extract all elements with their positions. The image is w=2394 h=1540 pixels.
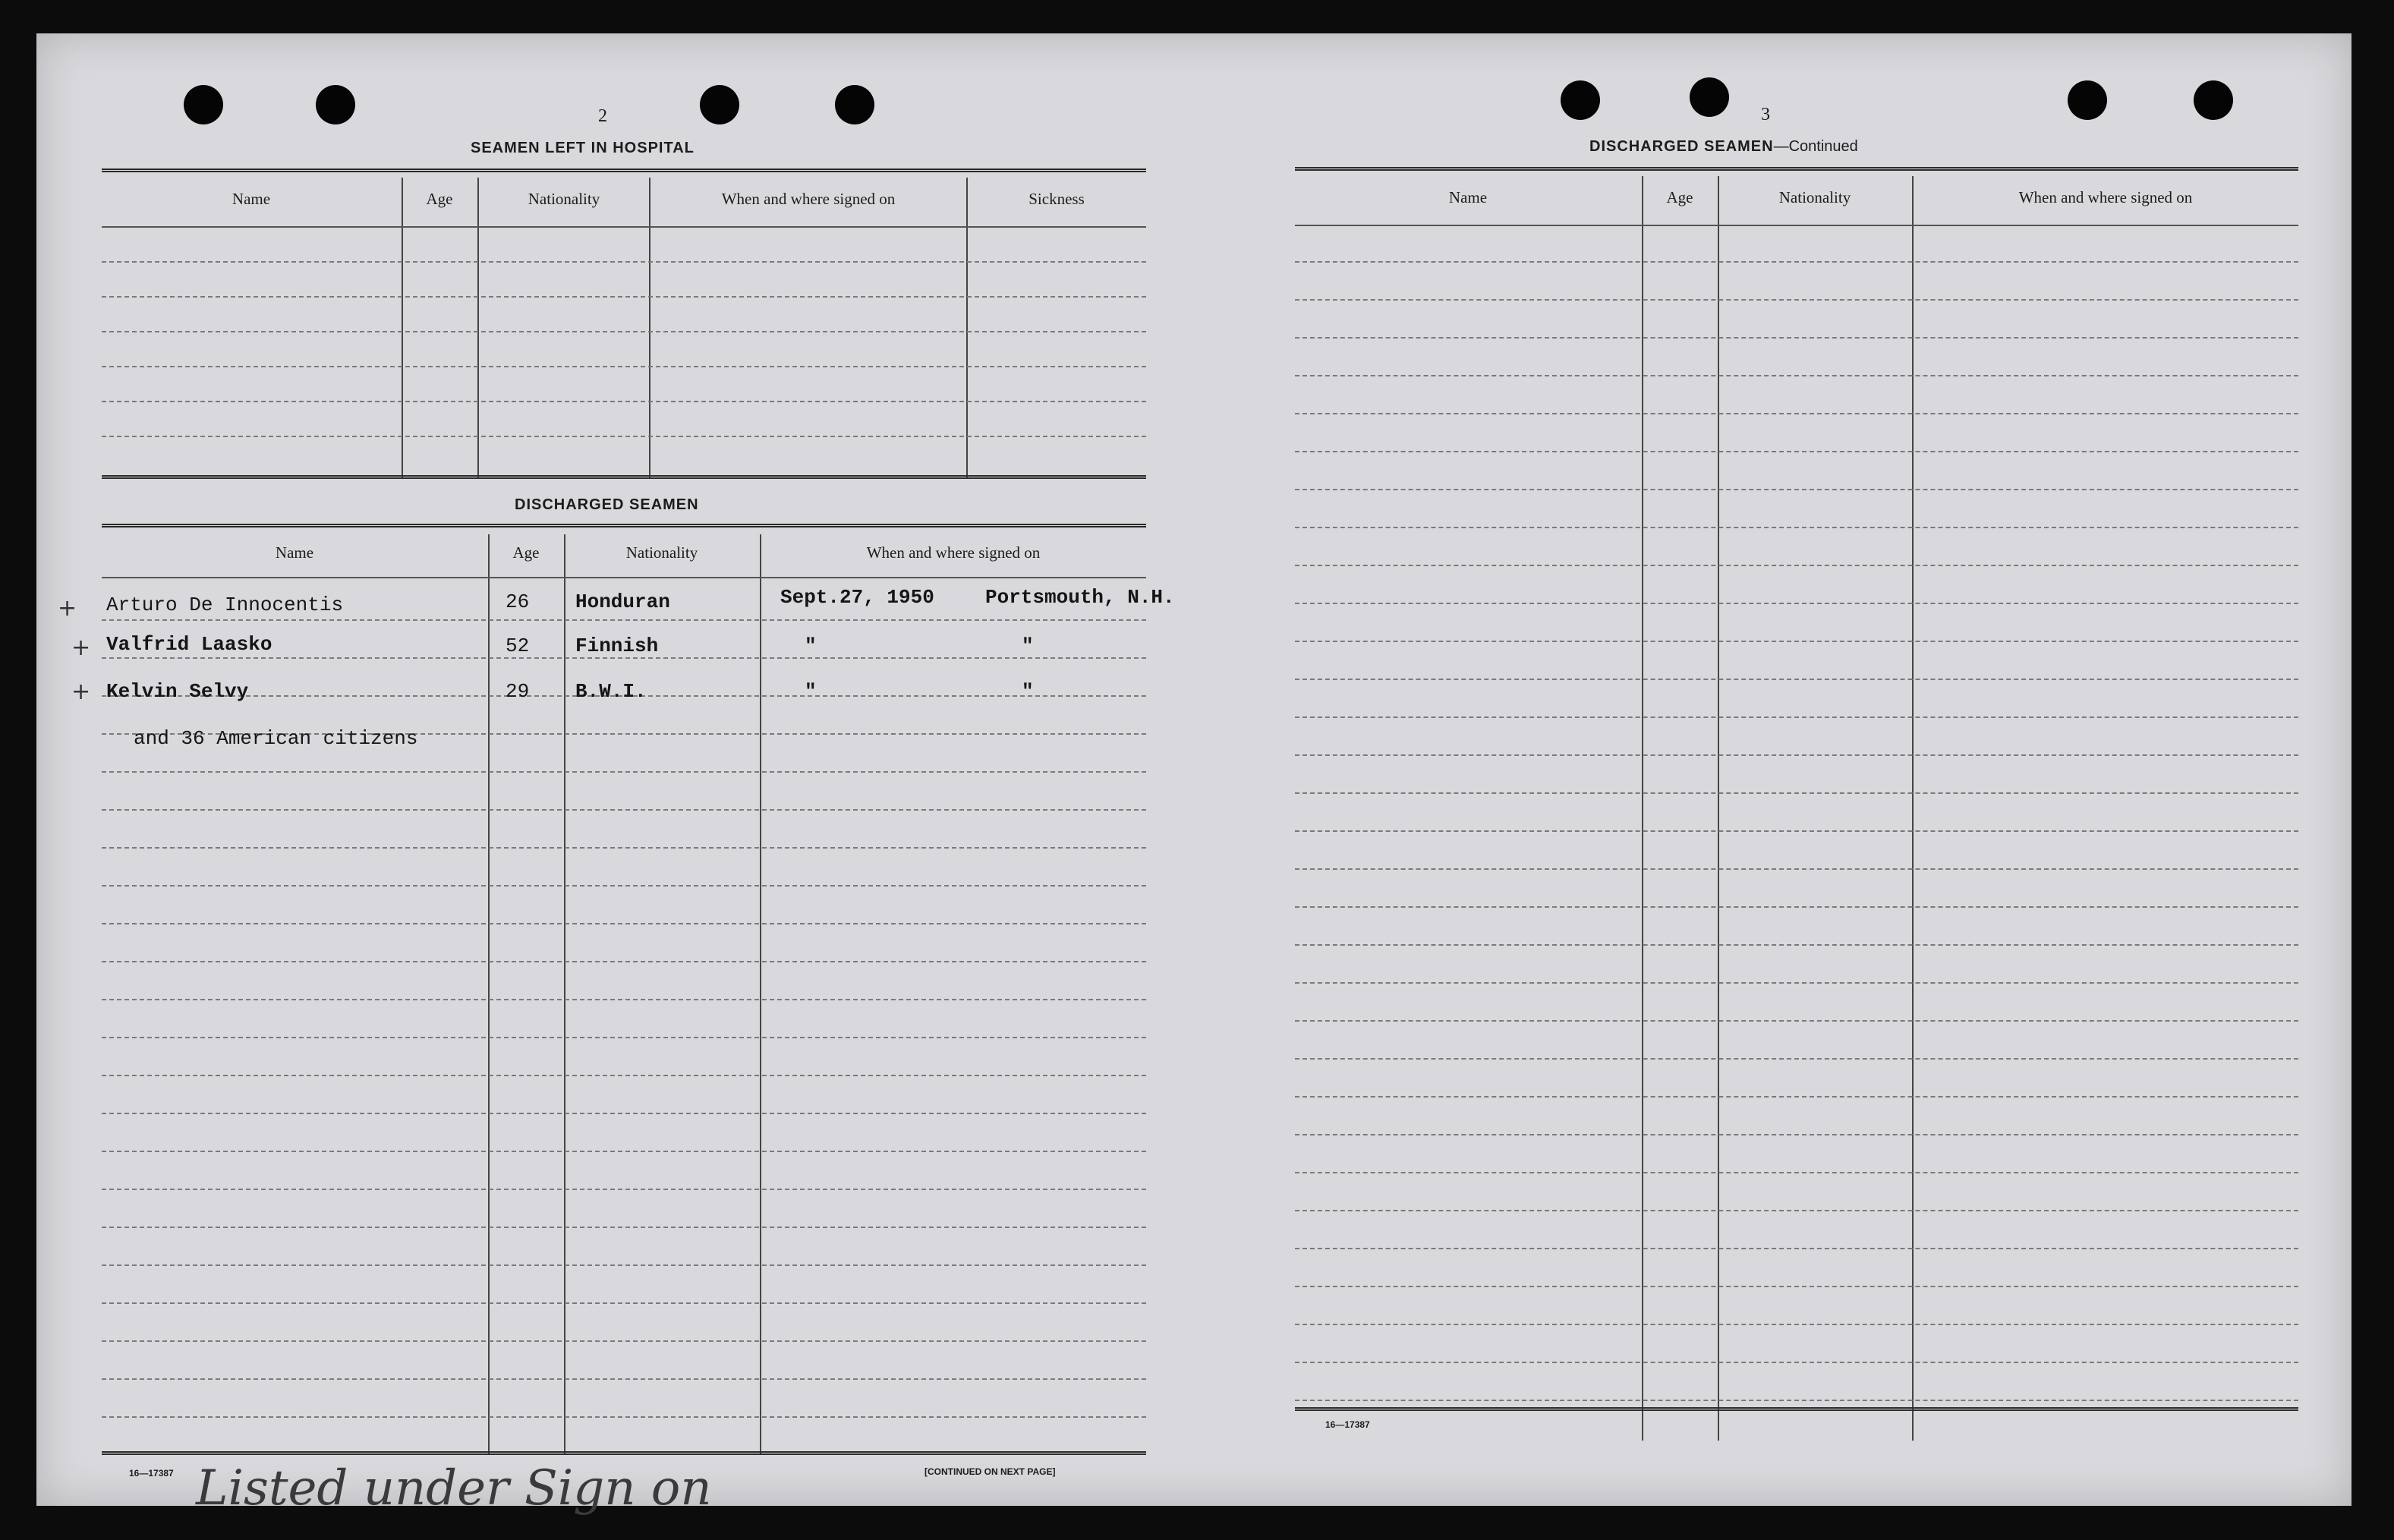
- ruled-line: [1295, 1058, 2298, 1060]
- ruled-line: [102, 885, 1146, 887]
- page-number: 3: [1761, 105, 1770, 124]
- right-page: [1251, 33, 2351, 1506]
- ruled-line: [1295, 906, 2298, 908]
- seaman-age: 26: [506, 590, 530, 613]
- hospital-col-signed-on: When and where signed on: [721, 190, 896, 208]
- ruled-line: [1295, 527, 2298, 528]
- seaman-nationality: Honduran: [575, 590, 670, 613]
- hospital-bottom-rule: [102, 475, 1146, 479]
- discharged-col-name: Name: [275, 543, 314, 562]
- signed-on-place: Portsmouth, N.H.: [985, 586, 1175, 609]
- ruled-line: [1295, 299, 2298, 301]
- hospital-row-line: [102, 226, 1146, 228]
- continued-col-divider: [1718, 176, 1719, 1441]
- seaman-age: 29: [506, 680, 530, 703]
- hospital-top-rule: [102, 168, 1146, 172]
- check-mark: +: [71, 679, 91, 705]
- continued-col-name: Name: [1448, 188, 1488, 206]
- citizens-note: and 36 American citizens: [134, 727, 418, 750]
- seaman-name: Kelvin Selvy: [106, 680, 249, 703]
- continued-col-divider: [1912, 176, 1914, 1441]
- discharged-bottom-rule: [102, 1451, 1146, 1455]
- ruled-line: [1295, 754, 2298, 756]
- title-main: DISCHARGED SEAMEN: [1589, 138, 1774, 155]
- record-sheet: [36, 33, 2351, 1516]
- hospital-row-line: [102, 261, 1146, 263]
- ruled-line: [1295, 1248, 2298, 1249]
- signed-on-place: ": [1022, 680, 1034, 703]
- ruled-line: [1295, 261, 2298, 263]
- ruled-line: [1295, 1400, 2298, 1401]
- continued-header-line: [1295, 225, 2298, 226]
- ruled-line: [1295, 375, 2298, 376]
- ruled-line: [102, 619, 1146, 621]
- ruled-line: [1295, 716, 2298, 718]
- ruled-line: [1295, 868, 2298, 870]
- check-mark: +: [58, 595, 77, 622]
- ruled-line: [1295, 1020, 2298, 1022]
- discharged-header-line: [102, 577, 1146, 578]
- ruled-line: [1295, 565, 2298, 566]
- ruled-line: [1295, 1096, 2298, 1098]
- hospital-row-line: [102, 436, 1146, 437]
- ruled-line: [102, 1113, 1146, 1114]
- hospital-col-divider: [402, 178, 403, 478]
- hospital-col-name: Name: [232, 190, 271, 208]
- ruled-line: [1295, 1210, 2298, 1211]
- ruled-line: [1295, 944, 2298, 946]
- check-mark: +: [71, 635, 91, 661]
- ruled-line: [102, 657, 1146, 659]
- ruled-line: [1295, 1134, 2298, 1135]
- ruled-line: [102, 1302, 1146, 1304]
- ruled-line: [102, 1227, 1146, 1228]
- seaman-nationality: B.W.I.: [575, 680, 647, 703]
- ruled-line: [1295, 413, 2298, 414]
- ruled-line: [1295, 830, 2298, 832]
- ruled-line: [102, 1037, 1146, 1038]
- ruled-line: [1295, 792, 2298, 794]
- continued-top-rule: [1295, 167, 2298, 171]
- hospital-col-divider: [477, 178, 479, 478]
- form-number: 16—17387: [129, 1468, 174, 1479]
- ruled-line: [102, 1151, 1146, 1152]
- ruled-line: [102, 809, 1146, 811]
- continued-bottom-rule: [1295, 1407, 2298, 1411]
- hospital-col-divider: [649, 178, 650, 478]
- page-number: 2: [598, 106, 607, 126]
- ruled-line: [1295, 451, 2298, 452]
- signed-on-date: ": [805, 635, 817, 657]
- hospital-col-age: Age: [426, 190, 453, 208]
- ruled-line: [1295, 1286, 2298, 1287]
- hospital-col-divider: [966, 178, 968, 478]
- ruled-line: [1295, 337, 2298, 339]
- hospital-col-sickness: Sickness: [1028, 190, 1085, 208]
- continued-note: [CONTINUED ON NEXT PAGE]: [925, 1466, 1056, 1477]
- ruled-line: [1295, 1362, 2298, 1363]
- hospital-section-title: SEAMEN LEFT IN HOSPITAL: [471, 140, 695, 156]
- hospital-col-nationality: Nationality: [528, 190, 600, 208]
- ruled-line: [102, 1264, 1146, 1266]
- hospital-row-line: [102, 366, 1146, 367]
- ruled-line: [102, 1189, 1146, 1190]
- ruled-line: [102, 847, 1146, 849]
- ruled-line: [1295, 679, 2298, 680]
- title-continued: —Continued: [1773, 138, 1858, 155]
- discharged-col-divider: [564, 534, 565, 1454]
- ruled-line: [1295, 1324, 2298, 1325]
- hospital-row-line: [102, 401, 1146, 402]
- signed-on-date: ": [805, 680, 817, 703]
- discharged-col-age: Age: [512, 543, 540, 562]
- discharged-top-rule: [102, 524, 1146, 528]
- signed-on-date: Sept.27, 1950: [780, 586, 934, 609]
- discharged-col-nationality: Nationality: [625, 543, 698, 562]
- signed-on-place: ": [1022, 635, 1034, 657]
- ruled-line: [102, 1416, 1146, 1418]
- left-page: [36, 33, 1221, 1516]
- seaman-nationality: Finnish: [575, 635, 659, 657]
- continued-col-divider: [1642, 176, 1643, 1441]
- seaman-name: Arturo De Innocentis: [106, 594, 344, 616]
- ruled-line: [102, 923, 1146, 924]
- ruled-line: [102, 771, 1146, 773]
- handwritten-note: Listed under Sign on: [196, 1460, 712, 1516]
- hospital-row-line: [102, 331, 1146, 332]
- seaman-age: 52: [506, 635, 530, 657]
- ruled-line: [102, 1075, 1146, 1076]
- discharged-section-title: DISCHARGED SEAMEN: [515, 496, 699, 513]
- ruled-line: [102, 999, 1146, 1000]
- ruled-line: [1295, 603, 2298, 604]
- ruled-line: [102, 1340, 1146, 1342]
- hospital-row-line: [102, 296, 1146, 298]
- ruled-line: [102, 1378, 1146, 1380]
- ruled-line: [1295, 982, 2298, 984]
- discharged-col-divider: [760, 534, 761, 1454]
- continued-col-signed-on: When and where signed on: [2018, 188, 2193, 206]
- ruled-line: [1295, 641, 2298, 642]
- form-number: 16—17387: [1325, 1419, 1370, 1430]
- ruled-line: [1295, 1172, 2298, 1173]
- seaman-name: Valfrid Laasko: [106, 633, 272, 656]
- discharged-continued-title: [1589, 138, 1858, 156]
- ruled-line: [102, 961, 1146, 962]
- ruled-line: [1295, 489, 2298, 490]
- continued-col-age: Age: [1666, 188, 1693, 206]
- continued-col-nationality: Nationality: [1778, 188, 1851, 206]
- discharged-col-divider: [488, 534, 490, 1454]
- discharged-col-signed-on: When and where signed on: [866, 543, 1041, 562]
